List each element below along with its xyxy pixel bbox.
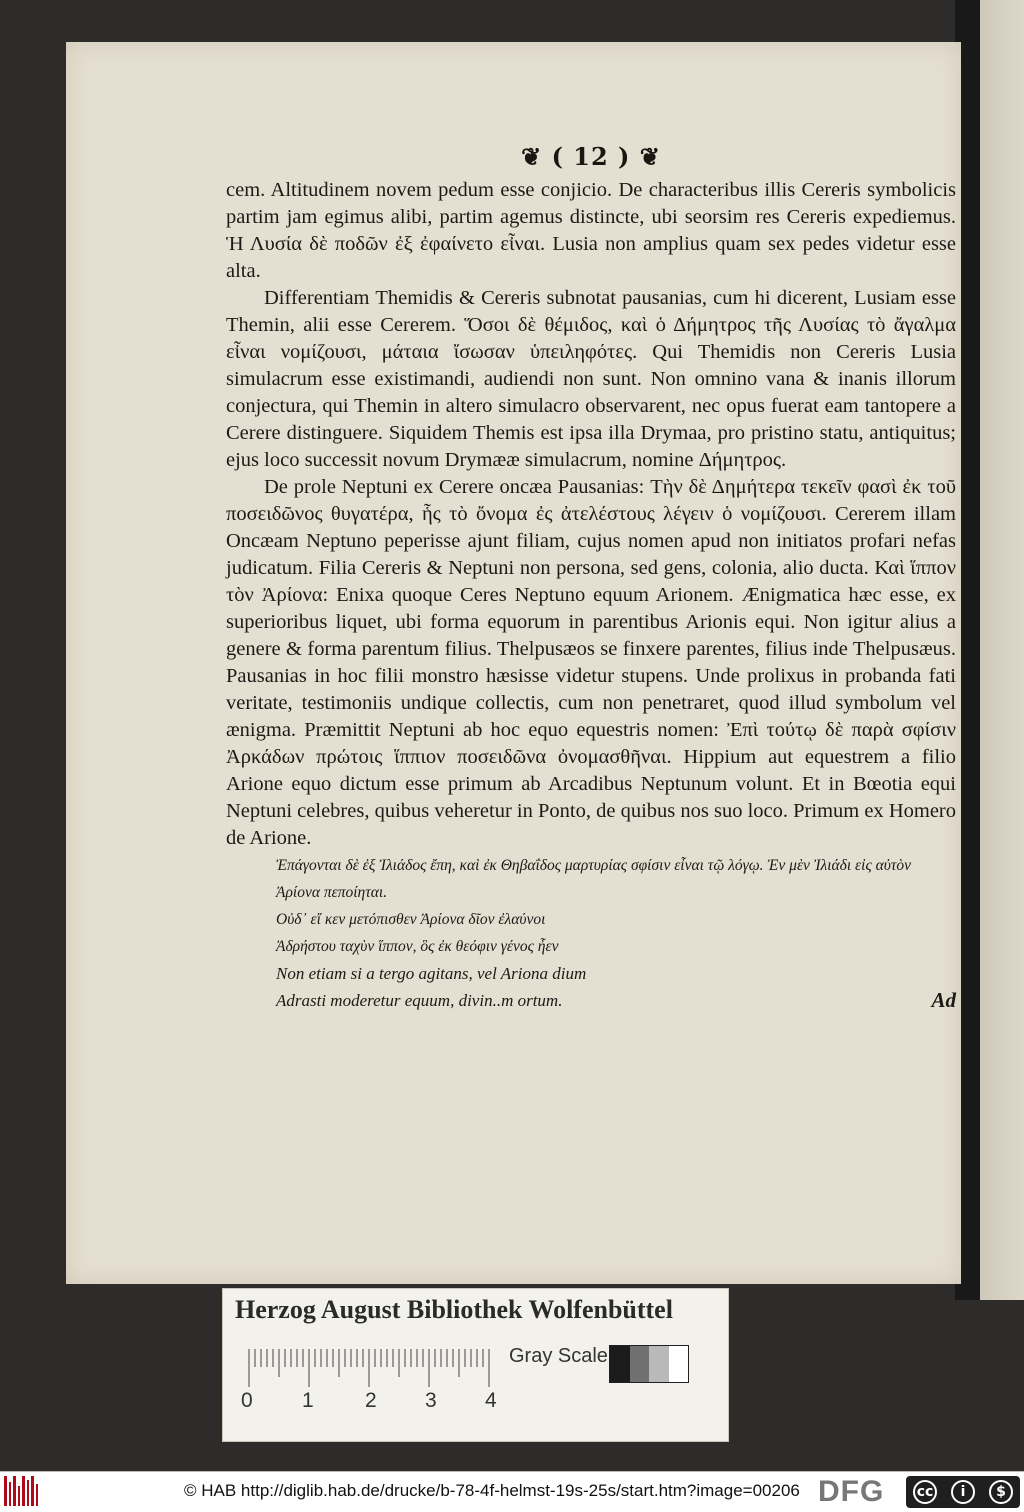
quotation-prose: Ἐπάγονται δὲ ἐξ Ἰλιάδος ἔπη, καὶ ἐκ Θηβαΐδος μαρτυρίας σφίσιν εἶναι τῷ λόγῳ. Ἐν μὲν Ἰλιάδι εἰς αὐτὸν Ἀρίονα πεποίηται. — [276, 857, 912, 901]
paragraph-1: cem. Altitudinem novem pedum esse conjicio. De characteribus illis Cereris symbolicis partim jam egimus alibi, partim agemus distincte, ubi seorsim res Cereris expediemus. Ἡ Λυσία δὲ ποδῶν ἐξ ἐφαίνετο εἶναι. Lusia non amplius quam sex pedes videtur esse alta. — [226, 179, 956, 282]
page-header: ❦ ( 12 ) ❦ — [521, 142, 661, 171]
ruler-number-4: 4 — [485, 1389, 497, 1412]
cc-icon: cc — [913, 1480, 937, 1504]
hab-logo-icon — [4, 1476, 40, 1506]
dfg-logo: DFG — [818, 1475, 885, 1508]
gray-scale-patches — [609, 1345, 689, 1383]
ruler-number-0: 0 — [241, 1389, 253, 1412]
source-link[interactable]: © HAB http://diglib.hab.de/drucke/b-78-4f-helmst-19s-25s/start.htm?image=00206 — [184, 1481, 800, 1500]
gray-patch-1 — [610, 1346, 630, 1382]
cc-license-badge[interactable] — [906, 1476, 1020, 1508]
gray-scale-label: Gray Scale — [509, 1345, 608, 1367]
color-target-card — [222, 1288, 729, 1442]
latin-verse-1: Non etiam si a tergo agitans, vel Ariona dium — [276, 964, 587, 983]
scanned-page — [66, 42, 961, 1284]
scale-ruler — [247, 1349, 497, 1389]
gray-patch-2 — [630, 1346, 650, 1382]
facing-page-sheet — [980, 0, 1024, 1300]
paragraph-2: Differentiam Themidis & Cereris subnotat pausanias, cum hi dicerent, Lusiam esse Themin, alii esse Cererem. Ὅσοι δὲ θέμιδος, καὶ ὁ Δήμητρος τῆς Λυσίας τὸ ἄγαλμα εἶναι νομίζουσι, μάταια ἴσωσαν ὑπειληφότες. Qui Themidis non Cereris Lusia simulacrum esse existimandi, audiendi non sunt. Non omnino vana & inanis illorum conjectura, qui Themin in altero simulacro observarent, nec opus fuerat eam tantopere a Cerere distinguere. Siquidem Themis est ipsa illa Drymaa, pro pristino statu, antiquitus; ejus loco successit novum Drymææ simulacrum, nomine Δήμητρος. — [226, 287, 956, 471]
ruler-number-2: 2 — [365, 1389, 377, 1412]
footer-bar — [0, 1471, 1024, 1512]
noncommercial-icon: $ — [989, 1480, 1013, 1504]
greek-verse-2: Ἀδρήστου ταχὺν ἵππον, ὃς ἐκ θεόφιν γένος ἦεν — [276, 938, 559, 955]
paragraph-3: De prole Neptuni ex Cerere oncæa Pausanias: Τὴν δὲ Δημήτερα τεκεῖν φασὶ ἐκ τοῦ ποσειδῶνος θυγατέρα, ἧς τὸ ὄνομα ἐς ἀτελέστους λέγειν ὁ νομίζουσι. Cererem illam Oncæam Neptuno peperisse ajunt filiam, cujus nomen apud non initiatos profari nefas judicatum. Filia Cereris & Neptuni non persona, sed gens, colonia, alio ducta. Καὶ ἵππον τὸν Ἀρίονα: Enixa quoque Ceres Neptuno equum Arionem. Ænigmatica hæc esse, ex superioribus liquet, ubi forma equorum in parentibus Arionis equi. Non igitur alius a genere & forma parentum filius. Thelpusæos se finxere parentes, filius inde Thelpusæus. Pausanias in hoc filii monstro hæsisse videtur stupens. Unde prolixus in probanda fati veritate, testimoniis undique collectis, cum non penetraret, quod illud symbolum vel ænigma. Præmittit Neptuni ab hoc equo equestris nomen: Ἐπὶ τούτῳ δὲ παρὰ σφίσιν Ἀρκάδων πρώτοις ἵππιον ποσειδῶνα ὀνομασθῆναι. Hippium aut equestrem a filio Arione equo dictum esse primum ab Arcadibus Neptunum volunt. Et in Bœotia equi Neptuni celebres, quibus veheretur in Ponto, de quibus nos suo loco. Primum ex Homero de Arione. — [226, 476, 956, 849]
library-name: Herzog August Bibliothek Wolfenbüttel — [235, 1295, 673, 1324]
latin-verse-2-text: Adrasti moderetur equum, divin..m ortum. — [276, 991, 563, 1010]
catchword: Ad — [931, 988, 956, 1012]
latin-verse-2 — [226, 987, 956, 1014]
attribution-icon: i — [951, 1480, 975, 1504]
greek-verse-1: Οὐδ᾽ εἴ κεν μετόπισθεν Ἀρίονα δῖον ἐλαύνοι — [276, 911, 546, 928]
facing-page-edge — [955, 0, 1024, 1300]
page-text — [226, 177, 956, 852]
ruler-number-3: 3 — [425, 1389, 437, 1412]
quotation-block — [226, 852, 956, 1014]
page-body — [226, 142, 956, 1014]
gray-patch-4 — [669, 1346, 689, 1382]
ruler-number-1: 1 — [302, 1389, 314, 1412]
gray-patch-3 — [649, 1346, 669, 1382]
